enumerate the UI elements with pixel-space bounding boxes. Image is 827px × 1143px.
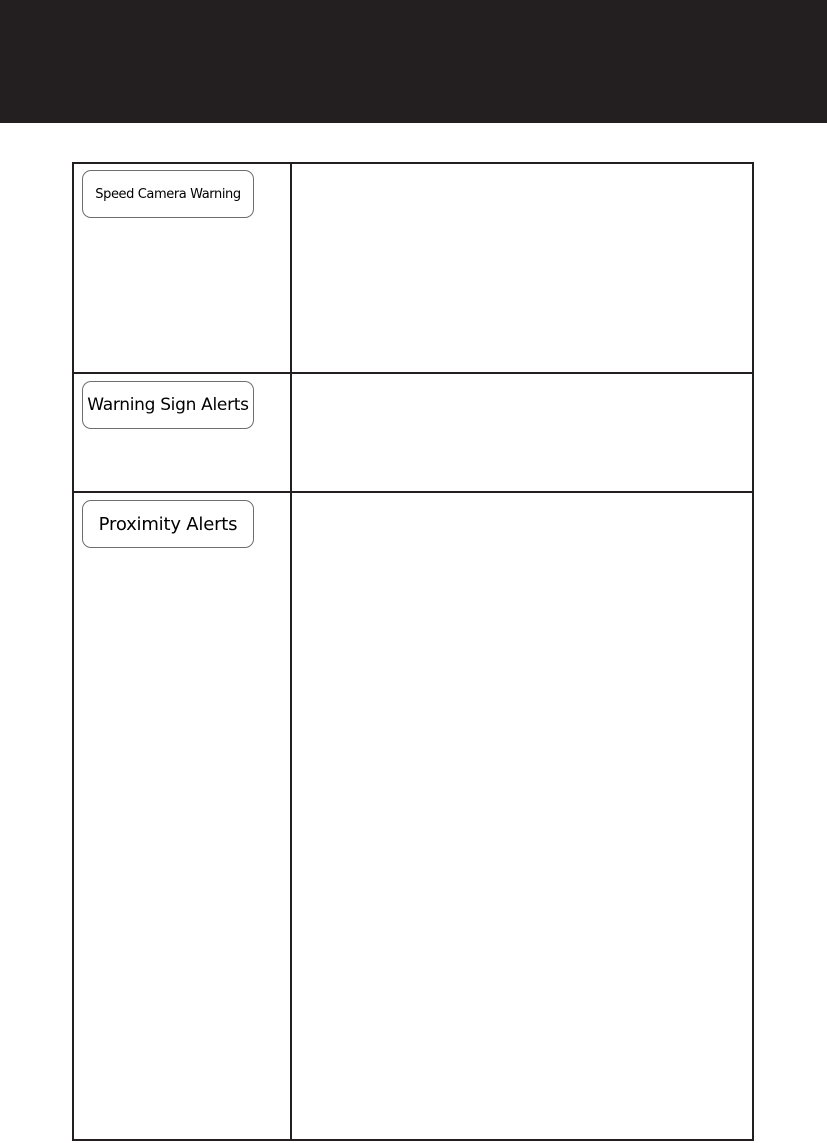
speed-camera-warning-button[interactable]: Speed Camera Warning [82,170,254,218]
settings-table [72,162,754,1141]
warning-sign-alerts-button[interactable]: Warning Sign Alerts [82,381,254,429]
row-divider [74,372,752,374]
row-divider [74,491,752,493]
proximity-alerts-button[interactable]: Proximity Alerts [82,500,254,548]
header-band [0,0,827,123]
column-divider [290,164,292,1139]
